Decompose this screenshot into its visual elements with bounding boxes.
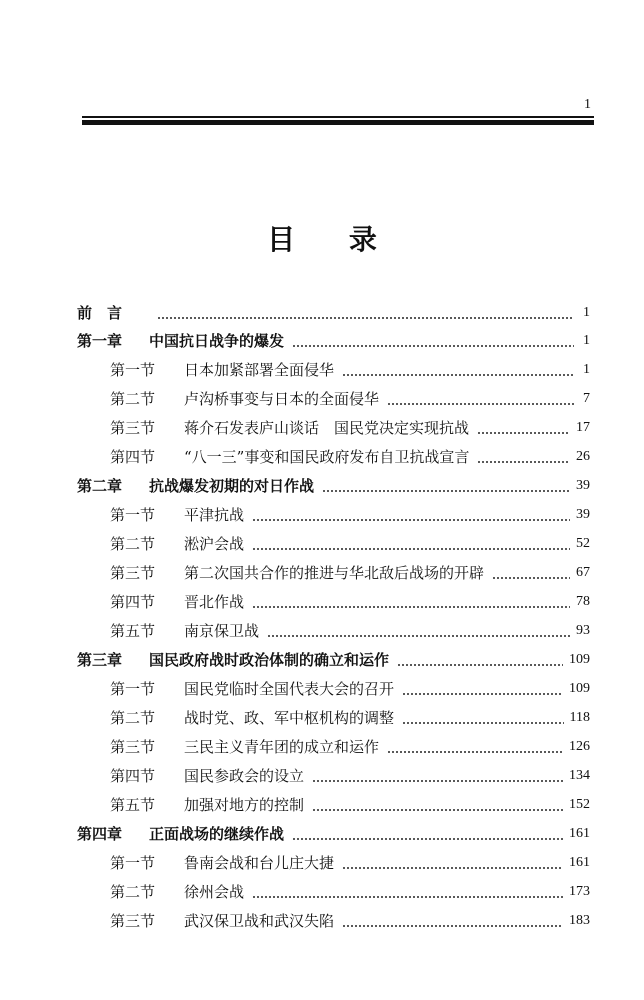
toc-chapter-row[interactable]	[77, 822, 590, 846]
toc-page-number: 1	[583, 305, 590, 320]
toc-page-number: 1	[583, 333, 590, 348]
section-title: 三民主义青年团的成立和运作	[184, 738, 380, 756]
toc-chapter-row[interactable]	[77, 648, 590, 672]
dot-leader	[252, 590, 570, 614]
section-title: 武汉保卫战和武汉失陷	[184, 912, 335, 930]
chapter-number: 第一章	[77, 332, 123, 350]
toc-page-number: 7	[583, 391, 590, 406]
dot-leader	[477, 416, 570, 440]
section-number: 第四节	[110, 448, 156, 466]
toc-section-row[interactable]	[110, 387, 590, 411]
toc-section-row[interactable]	[110, 416, 590, 440]
section-number: 第二节	[110, 883, 156, 901]
toc-page-number: 152	[569, 797, 590, 812]
toc-chapter-row[interactable]	[77, 474, 590, 498]
toc-section-row[interactable]	[110, 445, 590, 469]
dot-leader	[492, 561, 570, 585]
toc-section-row[interactable]	[110, 706, 590, 730]
section-number: 第一节	[110, 506, 156, 524]
chapter-number: 第三章	[77, 651, 123, 669]
section-title: 平津抗战	[184, 506, 245, 524]
section-title: 晋北作战	[184, 593, 245, 611]
toc-page-number: 26	[576, 449, 590, 464]
section-title: 第二次国共合作的推进与华北敌后战场的开辟	[184, 564, 485, 582]
toc-chapter-row[interactable]	[77, 301, 590, 325]
section-number: 第三节	[110, 419, 156, 437]
dot-leader	[342, 358, 574, 382]
page-title: 目 录	[267, 223, 399, 256]
chapter-number: 第二章	[77, 477, 123, 495]
dot-leader	[292, 329, 574, 353]
dot-leader	[402, 706, 564, 730]
toc-page-number: 118	[569, 710, 590, 725]
toc-section-row[interactable]	[110, 619, 590, 643]
toc-page-number: 109	[569, 652, 590, 667]
toc-section-row[interactable]	[110, 793, 590, 817]
toc-section-row[interactable]	[110, 677, 590, 701]
section-title: 国民党临时全国代表大会的召开	[184, 680, 395, 698]
page-number: 1	[584, 97, 591, 112]
toc-page-number: 161	[569, 855, 590, 870]
toc-page-number: 39	[576, 478, 590, 493]
toc-page-number: 109	[569, 681, 590, 696]
section-number: 第三节	[110, 564, 156, 582]
toc-page-number: 183	[569, 913, 590, 928]
toc-page-number: 78	[576, 594, 590, 609]
section-title: 淞沪会战	[184, 535, 245, 553]
section-number: 第四节	[110, 767, 156, 785]
toc-section-row[interactable]	[110, 561, 590, 585]
section-number: 第二节	[110, 535, 156, 553]
dot-leader	[312, 764, 563, 788]
toc-page-number: 1	[583, 362, 590, 377]
section-title: 徐州会战	[184, 883, 245, 901]
toc-section-row[interactable]	[110, 909, 590, 933]
dot-leader	[342, 851, 563, 875]
section-title: 卢沟桥事变与日本的全面侵华	[184, 390, 380, 408]
dot-leader	[312, 793, 563, 817]
section-number: 第四节	[110, 593, 156, 611]
toc-chapter-row[interactable]	[77, 329, 590, 353]
toc-page-number: 52	[576, 536, 590, 551]
section-title: 国民参政会的设立	[184, 767, 305, 785]
header-rule-thick	[82, 120, 594, 125]
section-title: 鲁南会战和台儿庄大捷	[184, 854, 335, 872]
dot-leader	[252, 532, 570, 556]
dot-leader	[322, 474, 570, 498]
section-number: 第三节	[110, 738, 156, 756]
toc-section-row[interactable]	[110, 764, 590, 788]
toc-section-row[interactable]	[110, 532, 590, 556]
chapter-number: 前 言	[77, 304, 123, 322]
dot-leader	[477, 445, 570, 469]
toc-page-number: 173	[569, 884, 590, 899]
toc-page-number: 93	[576, 623, 590, 638]
toc-section-row[interactable]	[110, 851, 590, 875]
dot-leader	[342, 909, 563, 933]
toc-page-number: 67	[576, 565, 590, 580]
toc-page-number: 134	[569, 768, 590, 783]
section-title: 蒋介石发表庐山谈话 国民党决定实现抗战	[184, 419, 470, 437]
toc-page-number: 17	[576, 420, 590, 435]
section-number: 第一节	[110, 854, 156, 872]
toc-page-number: 161	[569, 826, 590, 841]
section-title: 战时党、政、军中枢机构的调整	[184, 709, 395, 727]
section-number: 第三节	[110, 912, 156, 930]
dot-leader	[252, 880, 563, 904]
toc-page-number: 126	[569, 739, 590, 754]
dot-leader	[387, 387, 574, 411]
dot-leader	[157, 301, 574, 325]
dot-leader	[267, 619, 570, 643]
toc-section-row[interactable]	[110, 590, 590, 614]
section-title: “八一三”事变和国民政府发布自卫抗战宣言	[184, 448, 470, 466]
dot-leader	[292, 822, 563, 846]
section-number: 第二节	[110, 390, 156, 408]
toc-section-row[interactable]	[110, 358, 590, 382]
section-number: 第五节	[110, 796, 156, 814]
dot-leader	[387, 735, 563, 759]
chapter-title: 中国抗日战争的爆发	[149, 332, 285, 350]
section-number: 第五节	[110, 622, 156, 640]
section-title: 南京保卫战	[184, 622, 260, 640]
dot-leader	[397, 648, 563, 672]
chapter-number: 第四章	[77, 825, 123, 843]
toc-section-row[interactable]	[110, 880, 590, 904]
section-number: 第二节	[110, 709, 156, 727]
toc-section-row[interactable]	[110, 735, 590, 759]
chapter-title: 正面战场的继续作战	[149, 825, 285, 843]
header-rule-thin	[82, 116, 594, 118]
chapter-title: 抗战爆发初期的对日作战	[149, 477, 315, 495]
chapter-title: 国民政府战时政治体制的确立和运作	[149, 651, 390, 669]
dot-leader	[402, 677, 563, 701]
section-title: 日本加紧部署全面侵华	[184, 361, 335, 379]
dot-leader	[252, 503, 570, 527]
toc-section-row[interactable]	[110, 503, 590, 527]
toc-page-number: 39	[576, 507, 590, 522]
section-title: 加强对地方的控制	[184, 796, 305, 814]
section-number: 第一节	[110, 680, 156, 698]
section-number: 第一节	[110, 361, 156, 379]
